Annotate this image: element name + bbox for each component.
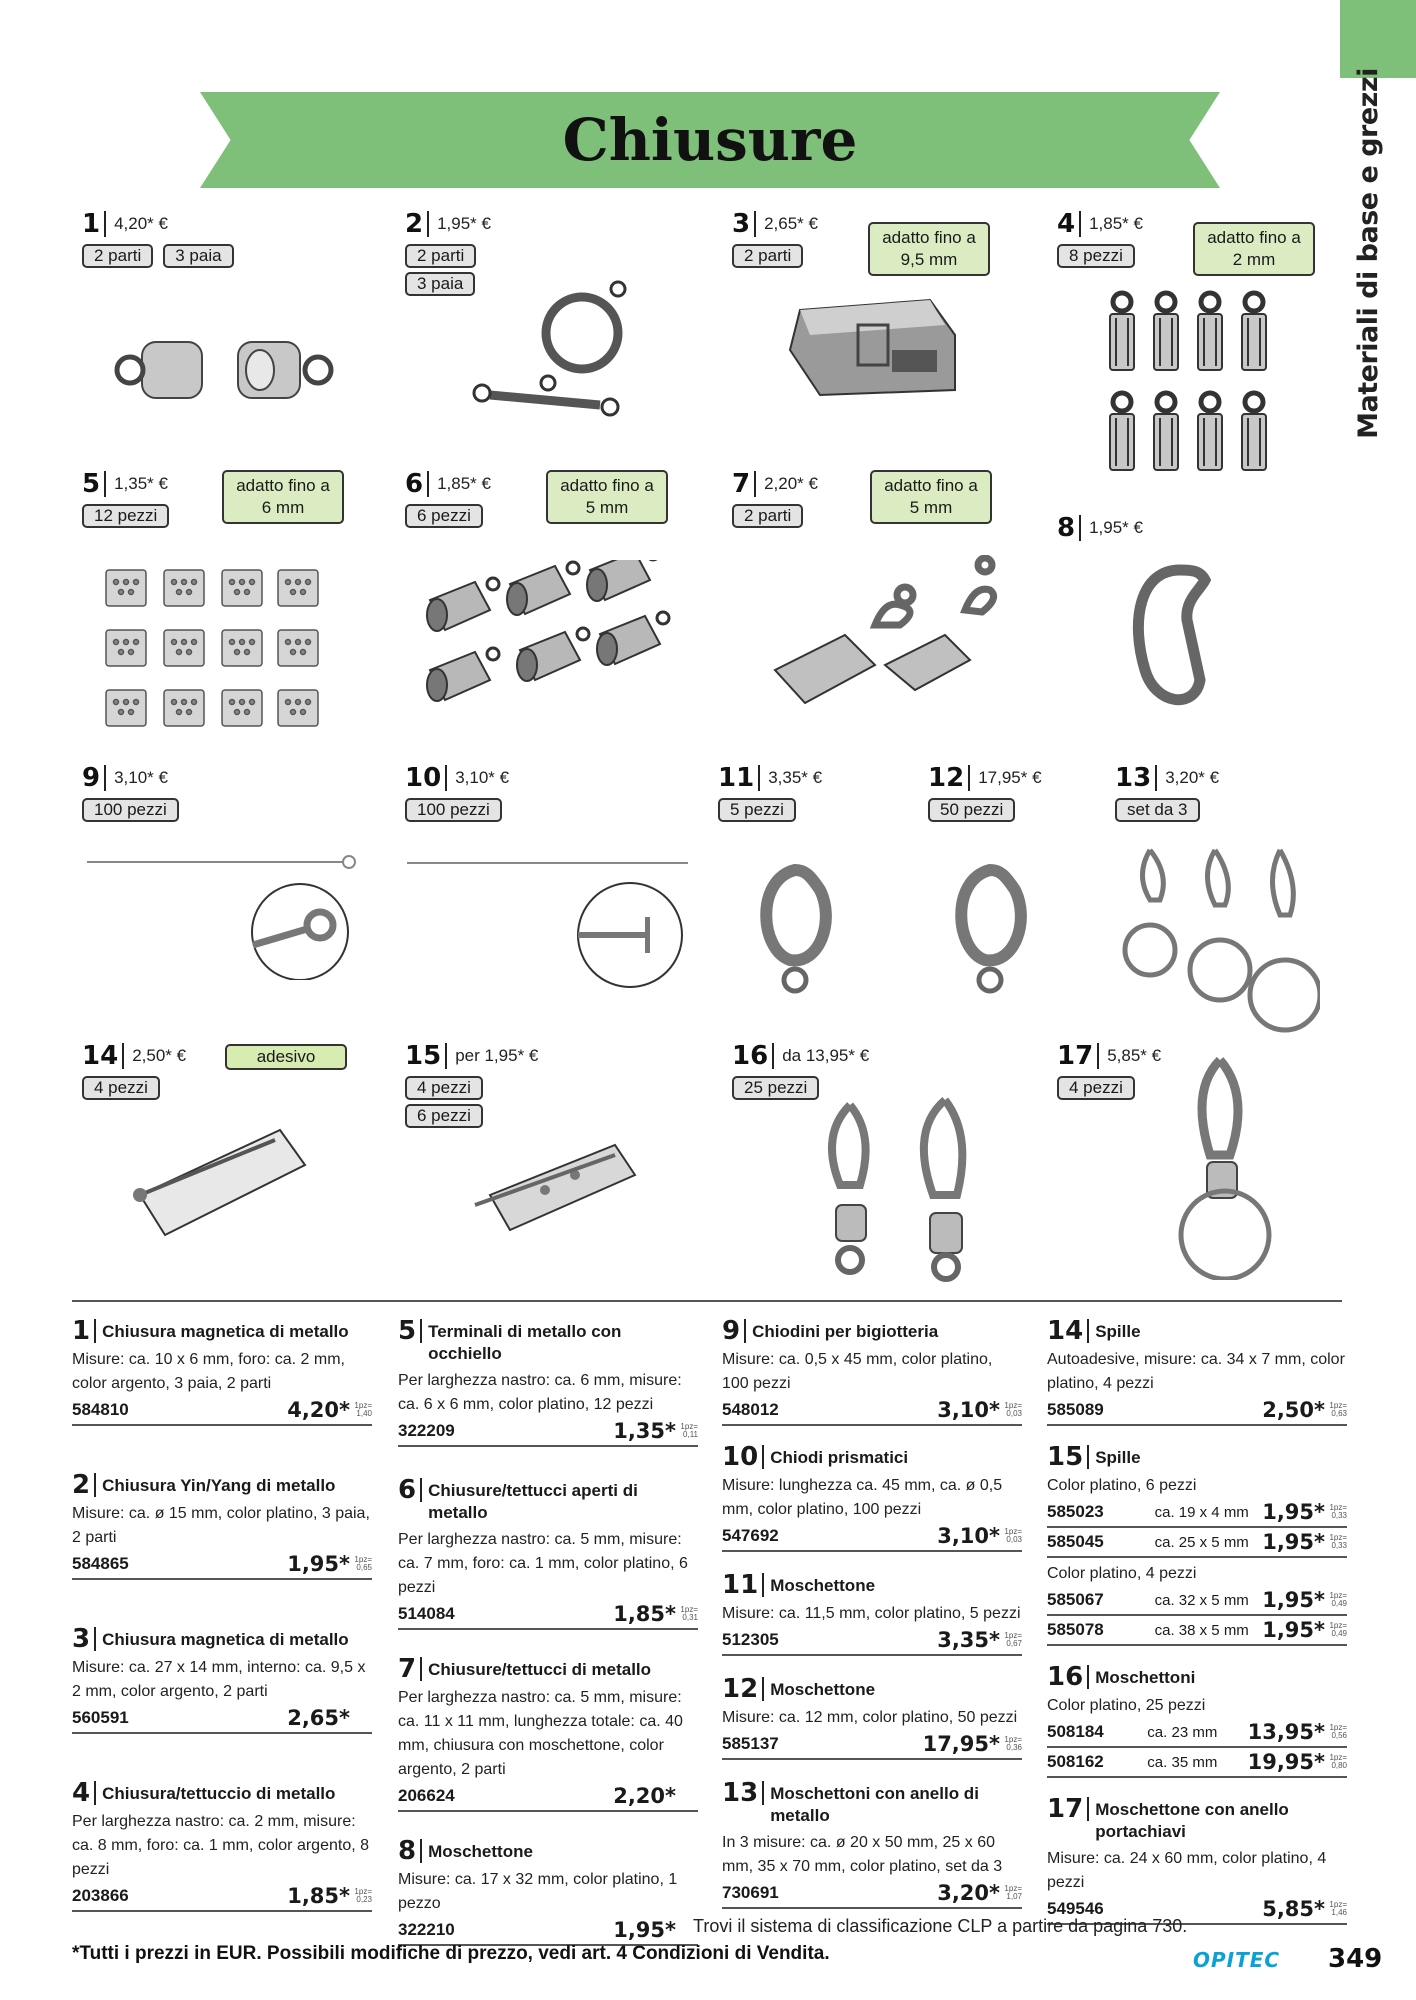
product-specs: Misure: ca. 24 x 60 mm, color platino, 4 pezzi	[1047, 1850, 1327, 1891]
article-price: 17,95*	[922, 1732, 1000, 1756]
article-price: 4,20*	[287, 1398, 350, 1422]
page-title: Chiusure	[562, 106, 858, 174]
snap-hooks-keyring-image	[1120, 840, 1320, 1040]
quantity-pill[interactable]: 4 pezzi	[405, 1076, 483, 1100]
card-price: per 1,95* €	[455, 1046, 539, 1065]
column-3	[722, 1318, 1022, 1909]
order-row[interactable]	[72, 1882, 372, 1912]
quantity-pill[interactable]: 8 pezzi	[1057, 244, 1135, 268]
swivel-snap-hooks-image	[800, 1095, 990, 1285]
product-specs: Color platino, 25 pezzi	[1047, 1697, 1206, 1714]
eye-pins-image	[85, 845, 360, 980]
product-specs: Misure: ca. 0,5 x 45 mm, color platino, 100 pezzi	[722, 1351, 993, 1392]
card-separator	[758, 765, 760, 791]
product-number: 12	[722, 1674, 759, 1704]
unit-price: 1pz= 1,07	[1004, 1884, 1022, 1901]
product-card-1[interactable]	[82, 208, 244, 268]
product-separator	[420, 1319, 422, 1343]
product-separator	[420, 1657, 422, 1681]
product-description-4	[72, 1780, 372, 1912]
product-description-1	[72, 1318, 372, 1426]
order-row[interactable]	[398, 1600, 698, 1630]
article-code: 584810	[72, 1400, 129, 1419]
article-code: 584865	[72, 1554, 129, 1573]
article-price: 1,95*	[287, 1552, 350, 1576]
order-row[interactable]	[722, 1522, 1022, 1552]
article-price: 2,50*	[1262, 1398, 1325, 1422]
order-row[interactable]	[1047, 1616, 1347, 1646]
article-code: 585045	[1047, 1532, 1104, 1551]
quantity-pill[interactable]: 100 pezzi	[405, 798, 502, 822]
article-price: 1,95*	[1262, 1500, 1326, 1524]
price-note: *Tutti i prezzi in EUR. Possibili modifiche di prezzo, vedi art. 4 Condizioni di Vendita.	[72, 1943, 830, 1964]
unit-price: 1pz= 0,31	[680, 1605, 698, 1622]
fit-size-tag: adesivo	[225, 1044, 347, 1070]
product-card-10[interactable]	[405, 762, 512, 822]
order-row[interactable]	[1047, 1718, 1347, 1748]
product-title: Chiusura/tettuccio di metallo	[102, 1784, 336, 1803]
product-card-11[interactable]	[718, 762, 822, 822]
fit-size-tag: adatto fino a 5 mm	[870, 470, 992, 524]
quantity-pill[interactable]: 3 paia	[405, 272, 475, 296]
product-separator	[94, 1627, 96, 1651]
section-tab-label: Materiali di base e grezzi	[1352, 67, 1384, 439]
card-price: da 13,95* €	[782, 1046, 870, 1065]
product-card-4[interactable]	[1057, 208, 1145, 268]
card-price: 2,50* €	[132, 1046, 187, 1065]
card-separator	[1079, 515, 1081, 541]
article-price: 1,85*	[287, 1884, 350, 1908]
card-number: 12	[928, 763, 965, 793]
brand-logo: OPITEC	[1193, 1948, 1281, 1972]
article-code: 585137	[722, 1734, 779, 1753]
article-price: 3,10*	[937, 1398, 1000, 1422]
article-code: 548012	[722, 1400, 779, 1419]
head-pins-image	[405, 855, 690, 995]
product-description-17	[1047, 1796, 1347, 1925]
cord-end-caps-image	[420, 560, 700, 735]
product-separator	[762, 1781, 764, 1805]
product-title: Moschettoni	[1095, 1668, 1196, 1687]
quantity-pill[interactable]: 4 pezzi	[1057, 1076, 1135, 1100]
order-row[interactable]	[72, 1550, 372, 1580]
order-row[interactable]	[72, 1396, 372, 1426]
card-separator	[427, 471, 429, 497]
article-code: 585067	[1047, 1590, 1104, 1609]
product-card-16[interactable]	[732, 1040, 869, 1100]
unit-price: 1pz= 0,80	[1329, 1753, 1348, 1770]
toggle-clasp-image	[470, 275, 660, 425]
product-card-3[interactable]	[732, 208, 818, 268]
card-separator	[772, 1043, 774, 1069]
order-row[interactable]	[398, 1916, 698, 1946]
unit-price: 1pz= 0,49	[1329, 1591, 1348, 1608]
column-4	[1047, 1318, 1347, 1925]
product-description-2	[72, 1472, 372, 1580]
product-number: 7	[398, 1654, 417, 1684]
article-code: 322210	[398, 1920, 455, 1939]
quantity-pill[interactable]: 2 parti	[405, 244, 476, 268]
unit-price: 1pz= 0,33	[1329, 1503, 1348, 1520]
product-separator	[1087, 1797, 1089, 1821]
product-number: 11	[722, 1570, 759, 1600]
order-row[interactable]	[398, 1417, 698, 1447]
product-description-16	[1047, 1664, 1347, 1778]
product-number: 13	[722, 1778, 759, 1808]
card-price: 1,95* €	[1089, 518, 1143, 537]
product-specs: Per larghezza nastro: ca. 5 mm, misure: ca. 11 x 11 mm, lunghezza totale: ca. 40 mm, chiusura con moschettone, color argento, 2 parti	[398, 1689, 683, 1778]
card-price: 1,85* €	[437, 474, 491, 493]
product-number: 10	[722, 1442, 759, 1472]
unit-price: 1pz= 0,67	[1004, 1631, 1022, 1648]
card-price: 1,95* €	[437, 214, 491, 233]
order-row[interactable]	[1047, 1498, 1347, 1528]
product-separator	[762, 1677, 764, 1701]
adhesive-brooch-pin-image	[130, 1125, 310, 1245]
product-separator	[420, 1478, 422, 1502]
rectangular-clasp-image	[780, 295, 960, 400]
article-code: 322209	[398, 1421, 455, 1440]
product-number: 1	[72, 1316, 91, 1346]
product-description-8	[398, 1838, 698, 1946]
product-title: Moschettone con anello portachiavi	[1095, 1800, 1289, 1841]
card-number: 17	[1057, 1041, 1094, 1071]
product-description-6	[398, 1477, 698, 1630]
article-price: 1,35*	[613, 1419, 676, 1443]
product-specs: Per larghezza nastro: ca. 2 mm, misure: ca. 8 mm, foro: ca. 1 mm, color argento, 8 pezzi	[72, 1813, 369, 1878]
quantity-pill[interactable]: 2 parti	[732, 504, 803, 528]
card-number: 1	[82, 209, 101, 239]
article-code: 206624	[398, 1786, 455, 1805]
card-separator	[968, 765, 970, 791]
product-card-6[interactable]	[405, 468, 493, 528]
unit-price: 1pz= 0,23	[354, 1887, 372, 1904]
card-separator	[104, 471, 106, 497]
order-row[interactable]	[398, 1782, 698, 1812]
unit-price: 1pz= 1,46	[1329, 1900, 1347, 1917]
product-number: 6	[398, 1475, 417, 1505]
unit-price: 1pz= 0,49	[1329, 1621, 1348, 1638]
product-description-14	[1047, 1318, 1347, 1426]
order-row[interactable]	[722, 1730, 1022, 1760]
product-title: Chiodini per bigiotteria	[752, 1322, 939, 1341]
article-price: 1,95*	[613, 1918, 676, 1942]
product-title: Spille	[1095, 1448, 1141, 1467]
product-card-15[interactable]	[405, 1040, 538, 1128]
article-code: 585023	[1047, 1502, 1104, 1521]
card-price: 5,85* €	[1107, 1046, 1162, 1065]
product-card-8[interactable]	[1057, 512, 1143, 544]
clp-note: Trovi il sistema di classificazione CLP a partire da pagina 730.	[693, 1916, 1188, 1936]
product-title: Terminali di metallo con occhiello	[428, 1322, 622, 1363]
column-2	[398, 1318, 698, 1946]
product-description-13	[722, 1780, 1022, 1909]
fit-size-tag: adatto fino a 5 mm	[546, 470, 668, 524]
order-row[interactable]	[722, 1396, 1022, 1426]
product-card-13[interactable]	[1115, 762, 1219, 822]
product-separator	[94, 1781, 96, 1805]
section-divider	[72, 1300, 1342, 1302]
article-price: 1,95*	[1262, 1530, 1326, 1554]
article-price: 1,85*	[613, 1602, 676, 1626]
card-separator	[1079, 211, 1081, 237]
ribbon-ends-image	[100, 560, 325, 740]
quantity-pill[interactable]: 3 paia	[163, 244, 233, 268]
unit-price: 1pz= 0,65	[354, 1555, 372, 1572]
card-number: 4	[1057, 209, 1076, 239]
size-label: ca. 32 x 5 mm	[1154, 1591, 1249, 1609]
product-card-17[interactable]	[1057, 1040, 1161, 1100]
spring-snap-hook-image	[1125, 560, 1220, 715]
article-code: 547692	[722, 1526, 779, 1545]
unit-price: 1pz= 0,33	[1329, 1533, 1348, 1550]
product-description-11	[722, 1572, 1022, 1656]
card-separator	[427, 211, 429, 237]
card-price: 1,35* €	[114, 474, 168, 493]
unit-price: 1pz= 0,11	[680, 1422, 698, 1439]
product-card-7[interactable]	[732, 468, 818, 528]
quantity-pill[interactable]: set da 3	[1115, 798, 1200, 822]
product-description-9	[722, 1318, 1022, 1426]
card-separator	[1097, 1043, 1099, 1069]
product-description-12	[722, 1676, 1022, 1760]
product-title: Moschettone	[428, 1842, 533, 1861]
product-number: 9	[722, 1316, 741, 1346]
product-number: 17	[1047, 1794, 1084, 1824]
product-number: 14	[1047, 1316, 1084, 1346]
product-title: Moschettoni con anello di metallo	[770, 1784, 979, 1825]
fit-size-tag: adatto fino a 9,5 mm	[868, 222, 990, 276]
card-price: 4,20* €	[114, 214, 168, 233]
unit-price: 1pz= 0,56	[1329, 1723, 1348, 1740]
lobster-clasp-image	[945, 860, 1035, 1000]
product-title: Chiusura magnetica di metallo	[102, 1322, 349, 1341]
order-row[interactable]	[1047, 1586, 1347, 1616]
product-title: Chiodi prismatici	[770, 1448, 909, 1467]
product-number: 8	[398, 1836, 417, 1866]
product-card-14[interactable]	[82, 1040, 186, 1100]
card-separator	[104, 211, 106, 237]
product-specs: Color platino, 6 pezzi	[1047, 1477, 1197, 1494]
card-separator	[122, 1043, 124, 1069]
card-number: 8	[1057, 513, 1076, 543]
product-description-10	[722, 1444, 1022, 1552]
product-title: Chiusura Yin/Yang di metallo	[102, 1476, 336, 1495]
product-specs: In 3 misure: ca. ø 20 x 50 mm, 25 x 60 mm, 35 x 70 mm, color platino, set da 3	[722, 1834, 1003, 1875]
product-number: 2	[72, 1470, 91, 1500]
card-number: 7	[732, 469, 751, 499]
product-separator	[762, 1445, 764, 1469]
brooch-pin-image	[465, 1135, 645, 1245]
card-separator	[1155, 765, 1157, 791]
product-number: 4	[72, 1778, 91, 1808]
product-description-5	[398, 1318, 698, 1447]
product-specs: Color platino, 4 pezzi	[1047, 1565, 1197, 1582]
product-card-12[interactable]	[928, 762, 1042, 822]
unit-price: 1pz= 0,03	[1004, 1401, 1022, 1418]
quantity-pill[interactable]: 5 pezzi	[718, 798, 796, 822]
quantity-pill[interactable]: 25 pezzi	[732, 1076, 819, 1100]
article-code: 508162	[1047, 1752, 1104, 1771]
order-row[interactable]	[72, 1704, 372, 1734]
order-row[interactable]	[722, 1879, 1022, 1909]
snap-hook-keyring-image	[1175, 1050, 1285, 1280]
card-price: 3,35* €	[768, 768, 823, 787]
quantity-pill[interactable]: 6 pezzi	[405, 1104, 483, 1128]
product-number: 5	[398, 1316, 417, 1346]
order-row[interactable]	[1047, 1396, 1347, 1426]
card-number: 2	[405, 209, 424, 239]
card-separator	[445, 1043, 447, 1069]
quantity-pill[interactable]: 4 pezzi	[82, 1076, 160, 1100]
card-separator	[445, 765, 447, 791]
size-label: ca. 25 x 5 mm	[1154, 1533, 1249, 1551]
article-code: 549546	[1047, 1899, 1104, 1918]
article-price: 3,10*	[937, 1524, 1000, 1548]
unit-price: 1pz= 1,40	[354, 1401, 372, 1418]
card-number: 10	[405, 763, 442, 793]
article-price: 5,85*	[1262, 1897, 1325, 1921]
card-price: 3,10* €	[455, 768, 510, 787]
unit-price: 1pz= 0,63	[1329, 1401, 1347, 1418]
magnetic-clasp-image	[110, 320, 340, 420]
article-code: 512305	[722, 1630, 779, 1649]
card-price: 17,95* €	[978, 768, 1042, 787]
product-description-7	[398, 1656, 698, 1812]
product-specs: Misure: ca. 12 mm, color platino, 50 pezzi	[722, 1709, 1018, 1726]
fit-size-tag: adatto fino a 2 mm	[1193, 222, 1315, 276]
product-title: Moschettone	[770, 1680, 876, 1699]
product-separator	[762, 1573, 764, 1597]
unit-price: 1pz= 0,03	[1004, 1527, 1022, 1544]
article-price: 1,95*	[1262, 1618, 1326, 1642]
lobster-clasp-small-image	[750, 860, 845, 1000]
article-code: 585089	[1047, 1400, 1104, 1419]
card-price: 2,20* €	[764, 474, 818, 493]
product-separator	[420, 1839, 422, 1863]
page-number: 349	[1328, 1944, 1383, 1974]
corner-tab	[1340, 0, 1416, 78]
article-code: 730691	[722, 1883, 779, 1902]
article-price: 19,95*	[1247, 1750, 1326, 1774]
card-number: 14	[82, 1041, 119, 1071]
product-specs: Per larghezza nastro: ca. 6 mm, misure: ca. 6 x 6 mm, color platino, 12 pezzi	[398, 1372, 682, 1413]
quantity-pill[interactable]: 2 parti	[732, 244, 803, 268]
card-separator	[754, 471, 756, 497]
card-number: 15	[405, 1041, 442, 1071]
size-label: ca. 19 x 4 mm	[1154, 1503, 1249, 1521]
product-number: 3	[72, 1624, 91, 1654]
product-separator	[1087, 1319, 1089, 1343]
article-price: 13,95*	[1247, 1720, 1326, 1744]
size-label: ca. 38 x 5 mm	[1154, 1621, 1249, 1639]
card-price: 3,10* €	[114, 768, 168, 787]
card-number: 6	[405, 469, 424, 499]
cord-ends-image	[1100, 288, 1280, 488]
quantity-pill[interactable]: 12 pezzi	[82, 504, 169, 528]
quantity-pill[interactable]: 100 pezzi	[82, 798, 179, 822]
product-number: 16	[1047, 1662, 1084, 1692]
card-price: 1,85* €	[1089, 214, 1143, 233]
card-number: 16	[732, 1041, 769, 1071]
product-separator	[94, 1473, 96, 1497]
card-number: 5	[82, 469, 101, 499]
product-separator	[1087, 1665, 1089, 1689]
article-price: 2,65*	[287, 1706, 350, 1730]
column-1	[72, 1318, 372, 1912]
product-description-15	[1047, 1444, 1347, 1646]
order-row[interactable]	[1047, 1528, 1347, 1558]
product-specs: Misure: ca. 11,5 mm, color platino, 5 pezzi	[722, 1605, 1021, 1622]
card-number: 13	[1115, 763, 1152, 793]
article-price: 3,35*	[937, 1628, 1000, 1652]
product-card-5[interactable]	[82, 468, 179, 528]
product-number: 15	[1047, 1442, 1084, 1472]
product-specs: Misure: lunghezza ca. 45 mm, ca. ø 0,5 mm, color platino, 100 pezzi	[722, 1477, 1003, 1518]
article-price: 2,20*	[613, 1784, 676, 1808]
article-code: 514084	[398, 1604, 455, 1623]
card-separator	[754, 211, 756, 237]
product-title: Moschettone	[770, 1576, 876, 1595]
product-card-9[interactable]	[82, 762, 189, 822]
quantity-pill[interactable]: 50 pezzi	[928, 798, 1015, 822]
quantity-pill[interactable]: 6 pezzi	[405, 504, 483, 528]
card-number: 3	[732, 209, 751, 239]
fit-size-tag: adatto fino a 6 mm	[222, 470, 344, 524]
product-title: Spille	[1095, 1322, 1141, 1341]
product-specs: Autoadesive, misure: ca. 34 x 7 mm, color platino, 4 pezzi	[1047, 1351, 1345, 1392]
product-title: Chiusure/tettucci aperti di metallo	[428, 1481, 638, 1522]
card-number: 11	[718, 763, 755, 793]
card-price: 3,20* €	[1165, 768, 1220, 787]
product-specs: Misure: ca. ø 15 mm, color platino, 3 paia, 2 parti	[72, 1505, 370, 1546]
article-code: 508184	[1047, 1722, 1104, 1741]
clasp-caps-image	[765, 555, 1005, 720]
section-tab[interactable]	[1338, 67, 1398, 439]
product-specs: Misure: ca. 27 x 14 mm, interno: ca. 9,5 x 2 mm, color argento, 2 parti	[72, 1659, 366, 1700]
product-separator	[94, 1319, 96, 1343]
size-label: ca. 23 mm	[1147, 1723, 1218, 1741]
product-title: Chiusure/tettucci di metallo	[428, 1660, 652, 1679]
article-price: 1,95*	[1262, 1588, 1326, 1612]
quantity-pill[interactable]: 2 parti	[82, 244, 153, 268]
product-separator	[744, 1319, 746, 1343]
article-code: 203866	[72, 1886, 129, 1905]
size-label: ca. 35 mm	[1147, 1753, 1218, 1771]
article-code: 585078	[1047, 1620, 1104, 1639]
product-separator	[1087, 1445, 1089, 1469]
article-code: 560591	[72, 1708, 129, 1727]
article-price: 3,20*	[937, 1881, 1000, 1905]
card-number: 9	[82, 763, 101, 793]
order-row[interactable]	[722, 1626, 1022, 1656]
unit-price: 1pz= 0,36	[1004, 1735, 1022, 1752]
product-specs: Misure: ca. 17 x 32 mm, color platino, 1 pezzo	[398, 1871, 678, 1912]
card-separator	[104, 765, 106, 791]
product-description-3	[72, 1626, 372, 1734]
product-specs: Per larghezza nastro: ca. 5 mm, misure: ca. 7 mm, foro: ca. 1 mm, color platino, 6 pezzi	[398, 1531, 688, 1596]
product-title: Chiusura magnetica di metallo	[102, 1630, 349, 1649]
card-price: 2,65* €	[764, 214, 818, 233]
order-row[interactable]	[1047, 1748, 1347, 1778]
product-specs: Misure: ca. 10 x 6 mm, foro: ca. 2 mm, color argento, 3 paia, 2 parti	[72, 1351, 345, 1392]
